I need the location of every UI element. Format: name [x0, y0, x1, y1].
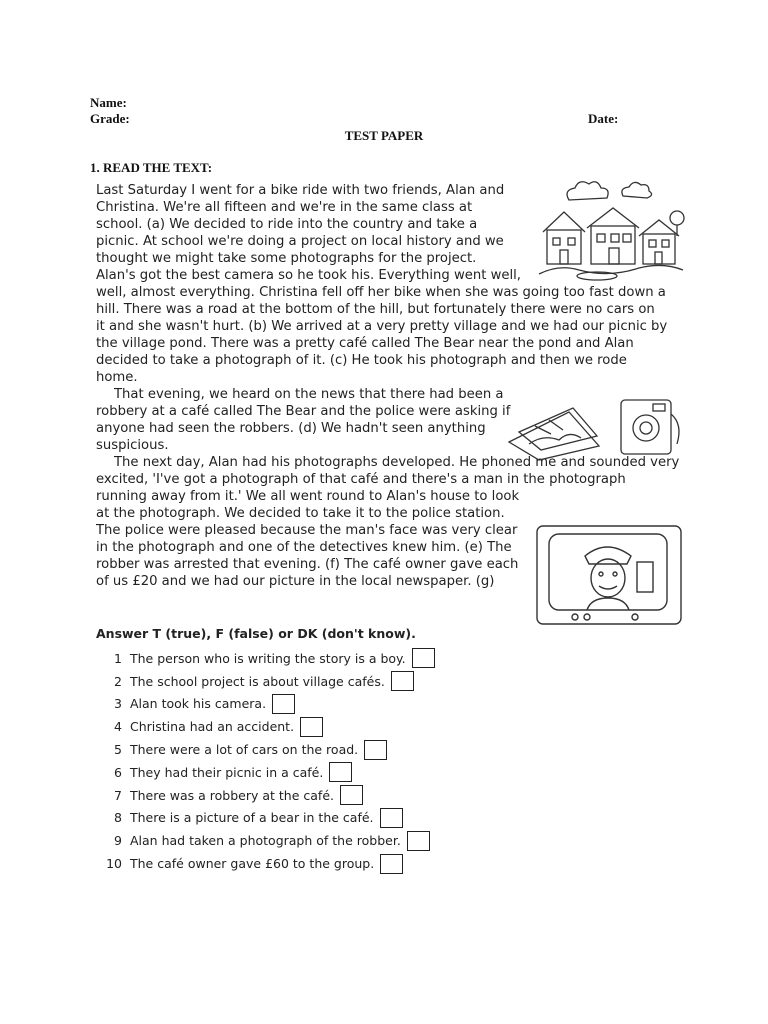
question-number: 2 — [114, 673, 122, 689]
tv-policeman-illustration — [535, 522, 683, 628]
answer-box[interactable] — [272, 694, 295, 714]
question-number: 1 — [114, 650, 122, 666]
story-line: well, almost everything. Christina fell off her bike when she was going too fast down a — [96, 285, 666, 300]
question-number: 7 — [114, 787, 122, 803]
story-line: in the photograph and one of the detectives knew him. (e) The — [96, 540, 512, 555]
story-line: running away from it.' We all went round to Alan's house to look — [96, 489, 520, 504]
question-text: Alan had taken a photograph of the robber. — [130, 833, 401, 849]
question-number: 9 — [114, 833, 122, 849]
question-item — [100, 761, 435, 784]
story-line: The police were pleased because the man's face was very clear — [96, 523, 518, 538]
story-line: robber was arrested that evening. (f) The café owner gave each — [96, 557, 519, 572]
question-item — [100, 784, 435, 807]
question-item — [100, 829, 435, 852]
answer-box[interactable] — [391, 671, 414, 691]
story-line: home. — [96, 370, 138, 385]
question-number: 10 — [106, 856, 122, 872]
story-line: That evening, we heard on the news that there had been a — [114, 387, 504, 402]
story-line: Last Saturday I went for a bike ride with two friends, Alan and — [96, 183, 505, 198]
story-line: decided to take a photograph of it. (c) He took his photograph and then we rode — [96, 353, 627, 368]
question-item — [100, 647, 435, 670]
question-item — [100, 715, 435, 738]
section-heading: 1. READ THE TEXT: — [90, 160, 213, 175]
question-item — [100, 693, 435, 716]
story-line: robbery at a café called The Bear and the police were asking if — [96, 404, 511, 419]
story-line: Alan's got the best camera so he took his. Everything went well, — [96, 268, 521, 283]
story-line: picnic. At school we're doing a project on local history and we — [96, 234, 504, 249]
question-number: 6 — [114, 764, 122, 780]
question-item — [100, 852, 435, 875]
date-label: Date: — [588, 111, 619, 126]
question-number: 8 — [114, 810, 122, 826]
page-title: TEST PAPER — [344, 128, 424, 143]
question-text: The café owner gave £60 to the group. — [130, 856, 375, 872]
story-line: of us £20 and we had our picture in the local newspaper. (g) — [96, 574, 495, 589]
question-text: They had their picnic in a café. — [130, 764, 324, 780]
question-item — [100, 670, 435, 693]
story-line: Christina. We're all fifteen and we're in the same class at — [96, 200, 473, 215]
question-text: Christina had an accident. — [130, 719, 295, 735]
story-line: suspicious. — [96, 438, 169, 453]
answer-instructions: Answer T (true), F (false) or DK (don't know). — [96, 626, 416, 641]
answer-box[interactable] — [340, 785, 363, 805]
question-text: The school project is about village cafés. — [130, 673, 385, 689]
answer-box[interactable] — [329, 762, 352, 782]
answer-box[interactable] — [412, 648, 435, 668]
question-text: There is a picture of a bear in the café. — [130, 810, 374, 826]
answer-box[interactable] — [300, 717, 323, 737]
answer-box[interactable] — [380, 808, 403, 828]
answer-box[interactable] — [364, 740, 387, 760]
story-line: it and she wasn't hurt. (b) We arrived at a very pretty village and we had our picnic by — [96, 319, 668, 334]
story-line: hill. There was a road at the bottom of the hill, but fortunately there were no cars on — [96, 302, 655, 317]
question-item — [100, 738, 435, 761]
question-number: 3 — [114, 696, 122, 712]
question-number: 4 — [114, 719, 122, 735]
answer-box[interactable] — [407, 831, 430, 851]
question-text: There was a robbery at the café. — [130, 787, 334, 803]
story-line: thought we might take some photographs for the project. — [96, 251, 477, 266]
question-text: Alan took his camera. — [130, 696, 267, 712]
grade-label: Grade: — [90, 111, 130, 126]
question-item — [100, 807, 435, 830]
story-line: school. (a) We decided to ride into the country and take a — [96, 217, 478, 232]
story-line: The next day, Alan had his photographs developed. He phoned me and sounded very — [114, 455, 680, 470]
question-text: There were a lot of cars on the road. — [130, 742, 359, 758]
story-line: excited, 'I've got a photograph of that café and there's a man in the photograph — [96, 472, 626, 487]
village-illustration — [537, 178, 687, 288]
photos-camera-illustration — [505, 390, 687, 464]
name-label: Name: — [90, 95, 127, 110]
question-list — [100, 647, 435, 875]
story-line: anyone had seen the robbers. (d) We hadn't seen anything — [96, 421, 486, 436]
question-text: The person who is writing the story is a boy. — [130, 650, 406, 666]
story-line: at the photograph. We decided to take it to the police station. — [96, 506, 505, 521]
question-number: 5 — [114, 742, 122, 758]
story-line: the village pond. There was a pretty café called The Bear near the pond and Alan — [96, 336, 634, 351]
answer-box[interactable] — [380, 854, 403, 874]
